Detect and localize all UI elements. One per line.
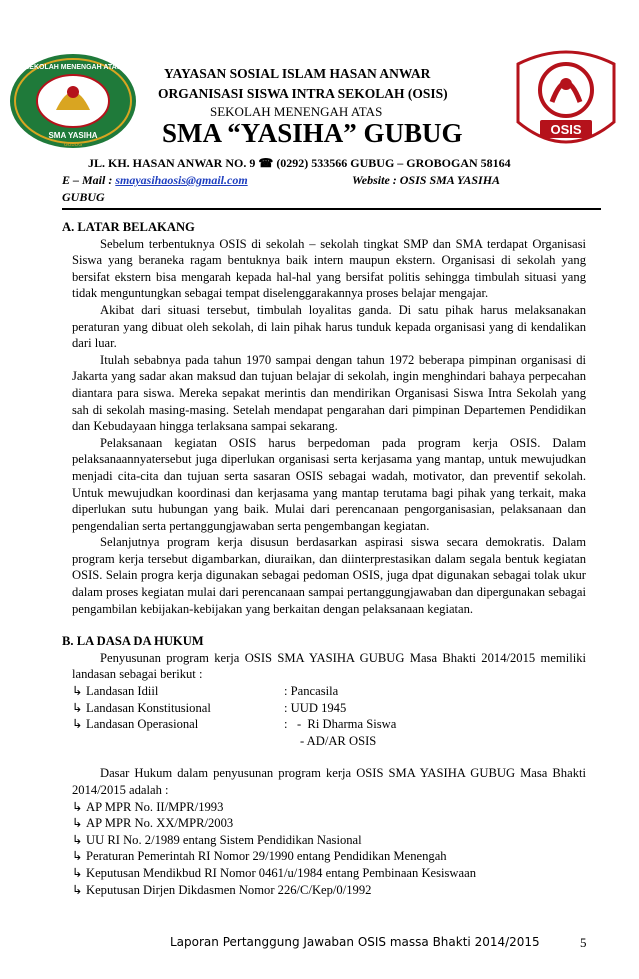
arrow-icon: ↳ (72, 717, 83, 732)
logo-left-text-top: SEKOLAH MENENGAH ATAS (24, 64, 122, 71)
section-a-title: A. LATAR BELAKANG (62, 220, 195, 234)
arrow-icon: ↳ (72, 799, 83, 814)
list-item: ↳ Landasan Konstitusional : UUD 1945 (72, 700, 347, 715)
email-label: E – Mail : (62, 173, 116, 187)
paragraph: Selanjutnya program kerja disusun berdasarkan aspirasi siswa secara demokratis. Dalam program kerja tersebut digambarkan, diuraikan, dan diinterprestasikan dalam segala bentuk kegiatan OSIS. Selain progra kerja digunakan sebagai pedoman OSIS, juga dpat digunakan sebagai tolak ukur dalam proses kegiatan mulai dari perencanaan sampai pertanggungjawaban dan dipergunakan sebagai pengambilan kebijakan-kebijakan yang berkaitan dengan pelaksanaan kegiatan. (72, 535, 586, 616)
school-name: SMA “YASIHA” GUBUG (162, 118, 463, 148)
arrow-icon: ↳ (72, 849, 83, 864)
logo-left-text-bottom: GUBUG (63, 142, 83, 148)
list-item: ↳ Peraturan Pemerintah RI Nomor 29/1990 entang Pendidikan Menengah (72, 849, 447, 864)
list-item: - AD/AR OSIS (300, 733, 377, 748)
osis-logo (500, 44, 632, 164)
paragraph: Penyusunan program kerja OSIS SMA YASIHA GUBUG Masa Bhakti 2014/2015 memiliki landasan sebagai berikut : (72, 650, 586, 682)
list-item: ↳ AP MPR No. XX/MPR/2003 (72, 816, 234, 831)
document-body (62, 219, 586, 898)
phone: (0292) 533566 GUBUG – GROBOGAN 58164 (276, 156, 511, 170)
paragraph: Akibat dari situasi tersebut, timbulah loyalitas ganda. Di satu pihak harus melaksanakan peraturan yang dibuat oleh sekolah, di lain pihak harus tunduk kepada organisasi yang di kendalikan dari luar. (72, 302, 586, 351)
logo-left-text-mid: SMA YASIHA (48, 131, 98, 140)
list-item: ↳ Keputusan Dirjen Dikdasmen Nomor 226/C/Kep/0/1992 (72, 882, 372, 897)
address-line (88, 156, 511, 171)
school-logo (8, 52, 138, 150)
list-item: ↳ UU RI No. 2/1989 entang Sistem Pendidikan Nasional (72, 832, 362, 847)
list-item: ↳ Keputusan Mendikbud RI Nomor 0461/u/1984 entang Pembinaan Kesiswaan (72, 865, 476, 880)
arrow-icon: ↳ (72, 882, 83, 897)
paragraph: Itulah sebabnya pada tahun 1970 sampai dengan tahun 1972 beberapa pimpinan organisasi di Jakarta yang sadar akan maksud dan tujuan belajar di sekolah, ingin menghindari bahaya perpecahan diantara para siswa. Mereka sepakat merintis dan mendirikan Organisasi Siswa Intra Sekolah yang sah di sekolah masing-masing. Setelah mendapat pengarahan dari pimpinan Departemen Pendidikan dan Kebudayaan hingga terlaksana sampai sekarang. (72, 352, 586, 434)
list-item: ↳ AP MPR No. II/MPR/1993 (72, 799, 224, 814)
arrow-icon: ↳ (72, 816, 83, 831)
header-line3: SEKOLAH MENENGAH ATAS (210, 104, 383, 119)
website-cont: GUBUG (62, 190, 105, 204)
email-line (62, 173, 248, 188)
header-rule (62, 208, 601, 210)
header-line1: YAYASAN SOSIAL ISLAM HASAN ANWAR (164, 66, 431, 81)
paragraph: Pelaksanaan kegiatan OSIS harus berpedoman pada program kerja OSIS. Dalam pelaksanaannyatersebut juga diperlukan organisasi serta kerjasama yang mantap, untuk mewujudkan menjadi cita-cita dan tujuan serta sasaran OSIS sebagai wadah, motivator, dan preventif sekolah. Untuk mewujudkan koordinasi dan kerjasama yang mantap terutama bagi pihak yang terkait, maka diperlukan sutu hubungan yang baik. Mulai dari perencanaan pengorganisasian, pelaksanaan dan pengendalian serta pertanggungjawaban serta pengembangan kegiatan. (72, 435, 586, 533)
list-item: ↳ Landasan Operasional : - Ri Dharma Siswa (72, 717, 397, 732)
paragraph: Dasar Hukum dalam penyusunan program kerja OSIS SMA YASIHA GUBUG Masa Bhakti 2014/2015 adalah : (72, 766, 586, 797)
header-line2: ORGANISASI SISWA INTRA SEKOLAH (OSIS) (158, 86, 448, 101)
email-link[interactable]: smayasihaosis@gmail.com (115, 173, 248, 187)
section-b-title: B. LA DASA DA HUKUM (62, 634, 204, 649)
address: JL. KH. HASAN ANWAR NO. 9 (88, 156, 256, 170)
arrow-icon: ↳ (72, 865, 83, 880)
logo-right-text: OSIS (550, 122, 582, 137)
arrow-icon: ↳ (72, 684, 83, 699)
website: Website : OSIS SMA YASIHA (352, 173, 501, 187)
paragraph: Sebelum terbentuknya OSIS di sekolah – sekolah tingkat SMP dan SMA terdapat Organisasi Siswa yang beraneka ragam bentuknya baik intern maupun ekstern. Organisasi di sekolah yang bersifat ekstern bisa mengarah kepada hal-hal yang bersifat politis sehingga timbulah situasi yang tidak menguntungkan sebagai tempat diselenggarakannya proses belajar mengajar. (72, 236, 586, 301)
arrow-icon: ↳ (72, 700, 83, 715)
list-item: ↳ Landasan Idiil : Pancasila (72, 684, 339, 699)
phone-icon: ☎ (258, 156, 274, 170)
footer-text: Laporan Pertanggung Jawaban OSIS massa Bhakti 2014/2015 (170, 935, 540, 949)
page-number: 5 (580, 935, 587, 950)
arrow-icon: ↳ (72, 832, 83, 847)
